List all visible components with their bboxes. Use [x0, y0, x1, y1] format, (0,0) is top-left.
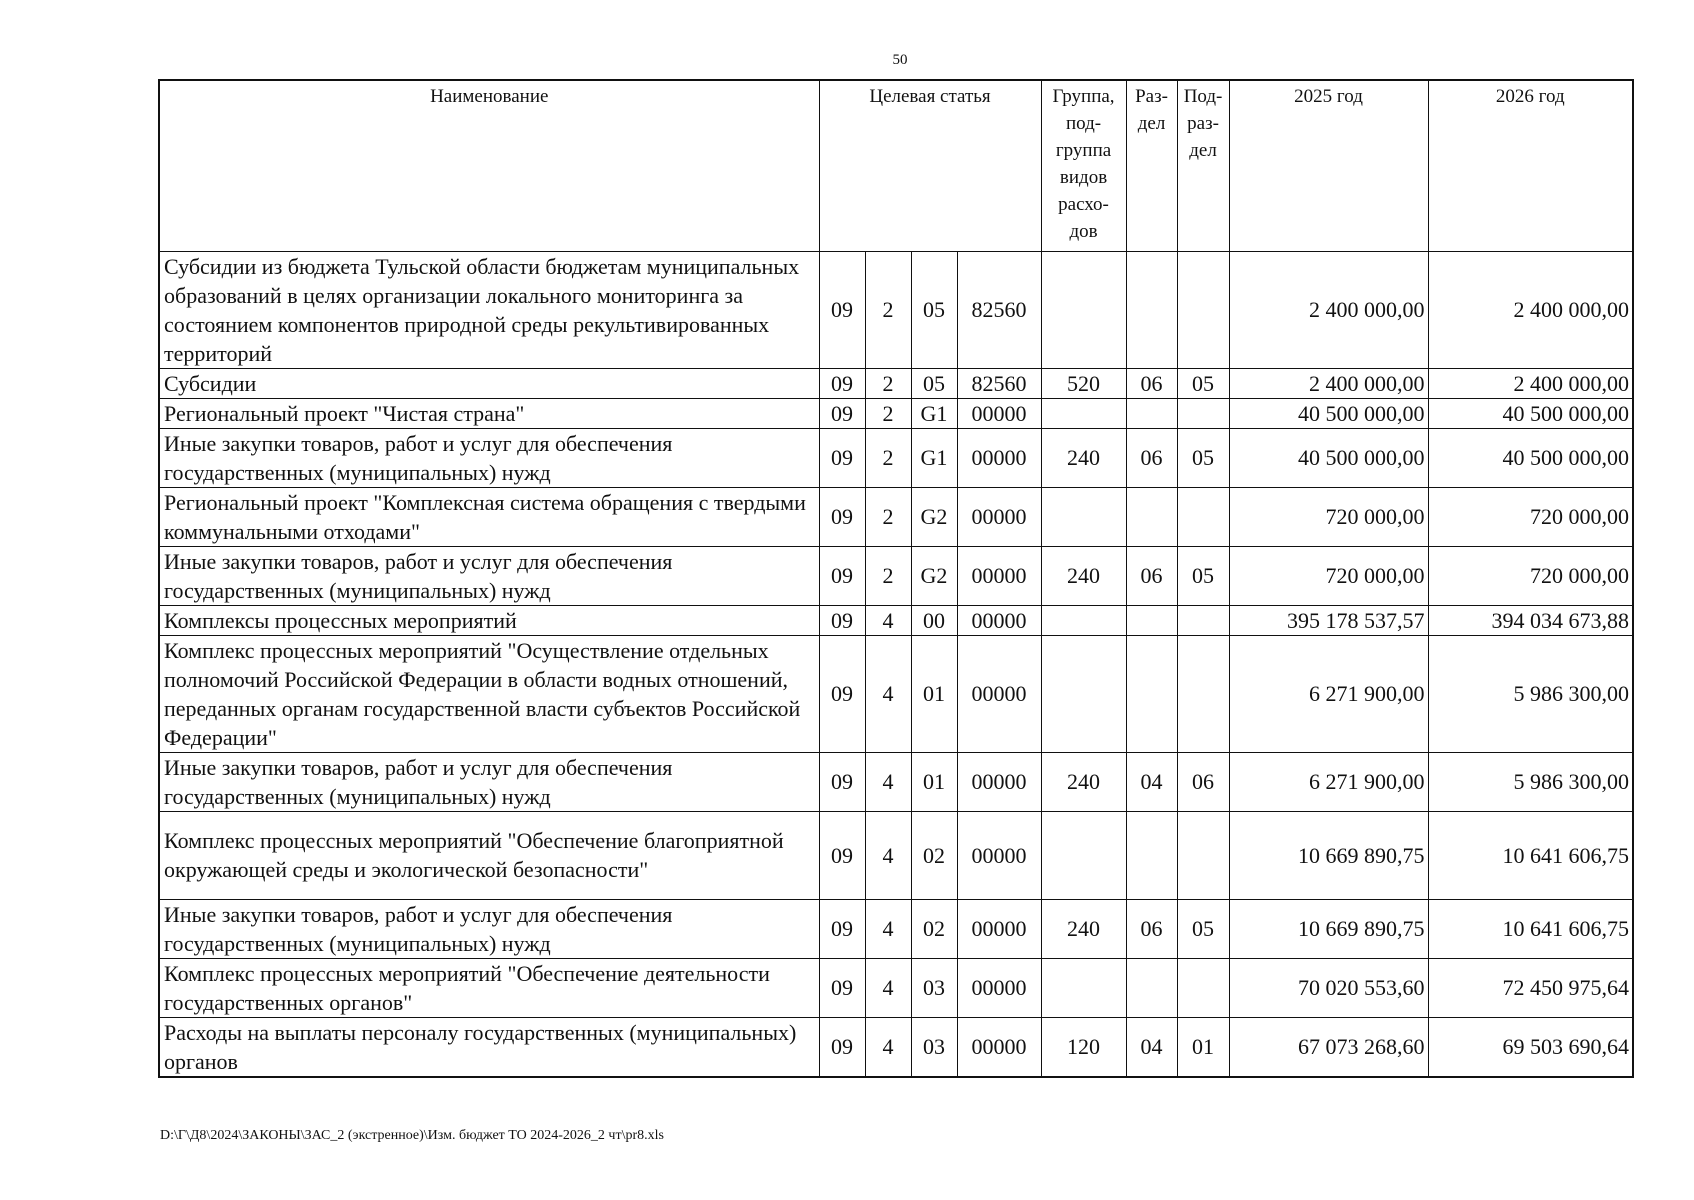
- section-code: 06: [1126, 899, 1177, 958]
- expense-group: [1041, 958, 1126, 1017]
- target-program: 09: [819, 635, 865, 752]
- amount-2026: 720 000,00: [1428, 546, 1633, 605]
- target-subprogram: 4: [865, 635, 911, 752]
- target-subprogram: 2: [865, 428, 911, 487]
- table-row: [159, 1017, 1633, 1077]
- table-row: [159, 635, 1633, 752]
- amount-2026: 40 500 000,00: [1428, 398, 1633, 428]
- header-subsection: Под-раз-дел: [1177, 80, 1229, 251]
- section-code: [1126, 251, 1177, 368]
- row-name: Иные закупки товаров, работ и услуг для обеспечения государственных (муниципальных) нужд: [159, 546, 819, 605]
- subsection-code: 05: [1177, 368, 1229, 398]
- table-row: [159, 605, 1633, 635]
- section-code: [1126, 635, 1177, 752]
- header-target: Целевая статья: [819, 80, 1041, 251]
- target-direction: 00000: [957, 428, 1041, 487]
- amount-2025: 40 500 000,00: [1229, 398, 1428, 428]
- amount-2026: 10 641 606,75: [1428, 811, 1633, 899]
- amount-2025: 70 020 553,60: [1229, 958, 1428, 1017]
- target-program: 09: [819, 958, 865, 1017]
- target-event: 03: [911, 1017, 957, 1077]
- target-direction: 00000: [957, 811, 1041, 899]
- table-row: [159, 368, 1633, 398]
- target-event: G1: [911, 398, 957, 428]
- target-direction: 00000: [957, 546, 1041, 605]
- amount-2025: 6 271 900,00: [1229, 752, 1428, 811]
- table-row: [159, 398, 1633, 428]
- expense-group: [1041, 398, 1126, 428]
- table-row: [159, 546, 1633, 605]
- expense-group: [1041, 605, 1126, 635]
- amount-2026: 720 000,00: [1428, 487, 1633, 546]
- subsection-code: [1177, 958, 1229, 1017]
- section-code: [1126, 398, 1177, 428]
- amount-2026: 2 400 000,00: [1428, 368, 1633, 398]
- amount-2025: 2 400 000,00: [1229, 368, 1428, 398]
- amount-2026: 10 641 606,75: [1428, 899, 1633, 958]
- amount-2025: 720 000,00: [1229, 546, 1428, 605]
- row-name: Субсидии: [159, 368, 819, 398]
- expense-group: 520: [1041, 368, 1126, 398]
- expense-group: [1041, 635, 1126, 752]
- subsection-code: 05: [1177, 428, 1229, 487]
- target-subprogram: 4: [865, 811, 911, 899]
- amount-2025: 2 400 000,00: [1229, 251, 1428, 368]
- subsection-code: [1177, 635, 1229, 752]
- expense-group: 240: [1041, 752, 1126, 811]
- amount-2025: 6 271 900,00: [1229, 635, 1428, 752]
- subsection-code: 05: [1177, 546, 1229, 605]
- expense-group: 240: [1041, 428, 1126, 487]
- target-subprogram: 2: [865, 546, 911, 605]
- section-code: 04: [1126, 752, 1177, 811]
- header-row: [159, 80, 1633, 251]
- amount-2026: 394 034 673,88: [1428, 605, 1633, 635]
- section-code: [1126, 605, 1177, 635]
- target-direction: 82560: [957, 251, 1041, 368]
- target-subprogram: 2: [865, 251, 911, 368]
- section-code: 04: [1126, 1017, 1177, 1077]
- expense-group: [1041, 487, 1126, 546]
- target-direction: 00000: [957, 752, 1041, 811]
- amount-2026: 72 450 975,64: [1428, 958, 1633, 1017]
- header-2025: 2025 год: [1229, 80, 1428, 251]
- expense-group: 240: [1041, 899, 1126, 958]
- section-code: 06: [1126, 428, 1177, 487]
- target-direction: 00000: [957, 605, 1041, 635]
- section-code: [1126, 487, 1177, 546]
- amount-2026: 5 986 300,00: [1428, 752, 1633, 811]
- subsection-code: [1177, 487, 1229, 546]
- header-group: Группа, под-группа видов расхо-дов: [1041, 80, 1126, 251]
- target-program: 09: [819, 487, 865, 546]
- amount-2025: 395 178 537,57: [1229, 605, 1428, 635]
- target-direction: 00000: [957, 1017, 1041, 1077]
- target-subprogram: 4: [865, 1017, 911, 1077]
- table-row: [159, 958, 1633, 1017]
- target-direction: 00000: [957, 398, 1041, 428]
- target-program: 09: [819, 251, 865, 368]
- row-name: Иные закупки товаров, работ и услуг для обеспечения государственных (муниципальных) нужд: [159, 899, 819, 958]
- row-name: Иные закупки товаров, работ и услуг для обеспечения государственных (муниципальных) нужд: [159, 428, 819, 487]
- target-event: 01: [911, 752, 957, 811]
- amount-2025: 67 073 268,60: [1229, 1017, 1428, 1077]
- target-subprogram: 4: [865, 958, 911, 1017]
- subsection-code: [1177, 398, 1229, 428]
- target-event: 05: [911, 251, 957, 368]
- row-name: Региональный проект "Комплексная система обращения с твердыми коммунальными отходами": [159, 487, 819, 546]
- section-code: [1126, 958, 1177, 1017]
- target-program: 09: [819, 605, 865, 635]
- section-code: [1126, 811, 1177, 899]
- amount-2025: 10 669 890,75: [1229, 899, 1428, 958]
- target-subprogram: 4: [865, 605, 911, 635]
- target-program: 09: [819, 368, 865, 398]
- row-name: Расходы на выплаты персоналу государственных (муниципальных) органов: [159, 1017, 819, 1077]
- target-direction: 00000: [957, 635, 1041, 752]
- section-code: 06: [1126, 546, 1177, 605]
- subsection-code: 01: [1177, 1017, 1229, 1077]
- amount-2026: 5 986 300,00: [1428, 635, 1633, 752]
- target-subprogram: 2: [865, 398, 911, 428]
- subsection-code: [1177, 251, 1229, 368]
- row-name: Комплексы процессных мероприятий: [159, 605, 819, 635]
- target-program: 09: [819, 1017, 865, 1077]
- target-subprogram: 2: [865, 487, 911, 546]
- target-direction: 00000: [957, 899, 1041, 958]
- expense-group: [1041, 811, 1126, 899]
- file-path-footer: D:\Г\Д8\2024\ЗАКОНЫ\ЗАС_2 (экстренное)\Изм. бюджет ТО 2024-2026_2 чт\pr8.xls: [160, 1128, 664, 1143]
- target-program: 09: [819, 398, 865, 428]
- target-event: 01: [911, 635, 957, 752]
- section-code: 06: [1126, 368, 1177, 398]
- target-event: G2: [911, 487, 957, 546]
- amount-2026: 2 400 000,00: [1428, 251, 1633, 368]
- target-subprogram: 4: [865, 752, 911, 811]
- header-name: Наименование: [159, 80, 819, 251]
- row-name: Субсидии из бюджета Тульской области бюджетам муниципальных образований в целях организации локального мониторинга за состоянием компонентов природной среды рекультивированных территорий: [159, 251, 819, 368]
- row-name: Комплекс процессных мероприятий "Обеспечение благоприятной окружающей среды и экологической безопасности": [159, 811, 819, 899]
- target-subprogram: 2: [865, 368, 911, 398]
- table-row: [159, 487, 1633, 546]
- target-event: 05: [911, 368, 957, 398]
- amount-2025: 720 000,00: [1229, 487, 1428, 546]
- row-name: Комплекс процессных мероприятий "Осуществление отдельных полномочий Российской Федерации в области водных отношений, переданных органам государственной власти субъектов Российской Федерации": [159, 635, 819, 752]
- amount-2025: 10 669 890,75: [1229, 811, 1428, 899]
- expense-group: 240: [1041, 546, 1126, 605]
- row-name: Иные закупки товаров, работ и услуг для обеспечения государственных (муниципальных) нужд: [159, 752, 819, 811]
- target-direction: 82560: [957, 368, 1041, 398]
- target-event: G1: [911, 428, 957, 487]
- table-row: [159, 752, 1633, 811]
- header-section: Раз-дел: [1126, 80, 1177, 251]
- table-row: [159, 428, 1633, 487]
- subsection-code: [1177, 811, 1229, 899]
- target-program: 09: [819, 899, 865, 958]
- subsection-code: 05: [1177, 899, 1229, 958]
- table-body: [159, 251, 1633, 1077]
- target-event: 00: [911, 605, 957, 635]
- row-name: Региональный проект "Чистая страна": [159, 398, 819, 428]
- row-name: Комплекс процессных мероприятий "Обеспечение деятельности государственных органов": [159, 958, 819, 1017]
- target-direction: 00000: [957, 487, 1041, 546]
- target-event: 03: [911, 958, 957, 1017]
- target-subprogram: 4: [865, 899, 911, 958]
- amount-2026: 69 503 690,64: [1428, 1017, 1633, 1077]
- target-program: 09: [819, 811, 865, 899]
- target-program: 09: [819, 428, 865, 487]
- page-number: 50: [892, 52, 908, 68]
- target-event: 02: [911, 811, 957, 899]
- budget-table: [158, 79, 1634, 1078]
- target-event: 02: [911, 899, 957, 958]
- header-2026: 2026 год: [1428, 80, 1633, 251]
- table-row: [159, 811, 1633, 899]
- amount-2026: 40 500 000,00: [1428, 428, 1633, 487]
- table-row: [159, 251, 1633, 368]
- target-direction: 00000: [957, 958, 1041, 1017]
- table-row: [159, 899, 1633, 958]
- target-program: 09: [819, 546, 865, 605]
- subsection-code: [1177, 605, 1229, 635]
- expense-group: 120: [1041, 1017, 1126, 1077]
- amount-2025: 40 500 000,00: [1229, 428, 1428, 487]
- subsection-code: 06: [1177, 752, 1229, 811]
- expense-group: [1041, 251, 1126, 368]
- target-program: 09: [819, 752, 865, 811]
- target-event: G2: [911, 546, 957, 605]
